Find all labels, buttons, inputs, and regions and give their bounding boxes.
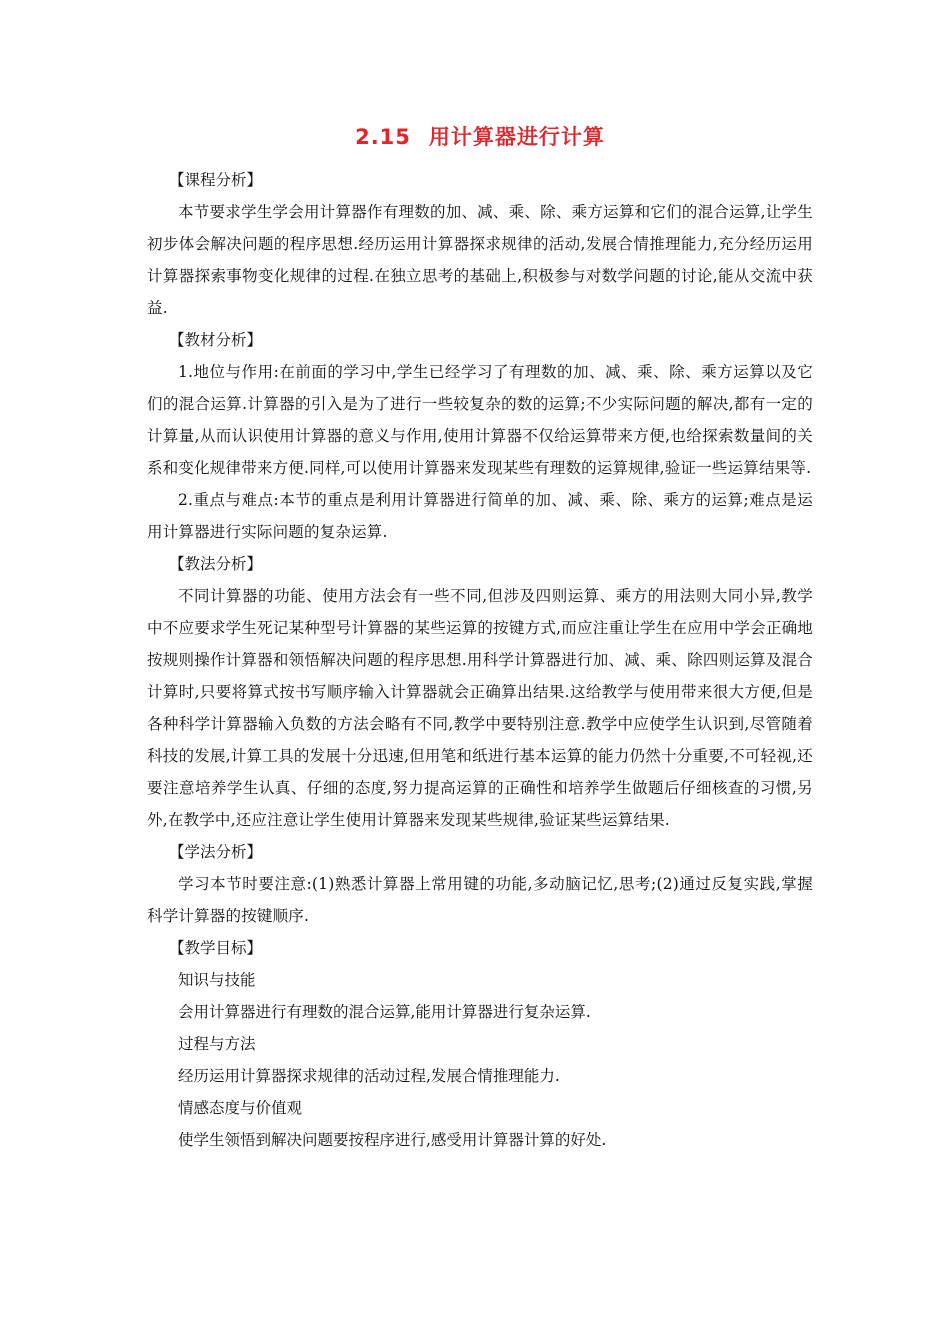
learning-method-body: 学习本节时要注意:(1)熟悉计算器上常用键的功能,多动脑记忆,思考;(2)通过反复实践,掌握科学计算器的按键顺序. [147,875,813,925]
goal-knowledge-text: 会用计算器进行有理数的混合运算,能用计算器进行复杂运算. [178,1003,591,1021]
teaching-goals-heading: 【教学目标】 [169,939,263,957]
section-number: 2.15 [355,125,411,149]
title-text: 用计算器进行计算 [428,125,605,149]
goal-knowledge-label: 知识与技能 [178,971,256,989]
goal-process-label: 过程与方法 [178,1035,256,1053]
goal-process-text: 经历运用计算器探求规律的活动过程,发展合情推理能力. [178,1067,560,1085]
textbook-analysis-item-2: 2.重点与难点:本节的重点是利用计算器进行简单的加、减、乘、除、乘方的运算;难点是运用计算器进行实际问题的复杂运算. [147,491,813,541]
teaching-method-body: 不同计算器的功能、使用方法会有一些不同,但涉及四则运算、乘方的用法则大同小异,教学中不应要求学生死记某种型号计算器的某些运算的按键方式,而应注重让学生在应用中学会正确地按规则操作计算器和领悟解决问题的程序思想.用科学计算器进行加、减、乘、除四则运算及混合计算时,只要将算式按书写顺序输入计算器就会正确算出结果.这给教学与使用带来很大方便,但是各种科学计算器输入负数的方法会略有不同,教学中要特别注意.教学中应使学生认识到,尽管随着科技的发展,计算工具的发展十分迅速,但用笔和纸进行基本运算的能力仍然十分重要,不可轻视,还要注意培养学生认真、仔细的态度,努力提高运算的正确性和培养学生做题后仔细核查的习惯,另外,在教学中,还应注意让学生使用计算器来发现某些规律,验证某些运算结果. [147,587,813,829]
teaching-method-heading: 【教法分析】 [169,555,263,573]
learning-method-heading: 【学法分析】 [169,843,263,861]
document-title [147,120,813,154]
textbook-analysis-heading: 【教材分析】 [169,331,263,349]
goal-attitude-label: 情感态度与价值观 [178,1099,303,1117]
textbook-analysis-item-1: 1.地位与作用:在前面的学习中,学生已经学习了有理数的加、减、乘、除、乘方运算以及它们的混合运算.计算器的引入是为了进行一些较复杂的数的运算;不少实际问题的解决,都有一定的计算量,从而认识使用计算器的意义与作用,使用计算器不仅给运算带来方便,也给探索数量间的关系和变化规律带来方便.同样,可以使用计算器来发现某些有理数的运算规律,验证一些运算结果等. [147,363,813,477]
course-analysis-heading: 【课程分析】 [169,171,263,189]
goal-attitude-text: 使学生领悟到解决问题要按程序进行,感受用计算器计算的好处. [178,1131,607,1149]
course-analysis-body: 本节要求学生学会用计算器作有理数的加、减、乘、除、乘方运算和它们的混合运算,让学生初步体会解决问题的程序思想.经历运用计算器探求规律的活动,发展合情推理能力,充分经历运用计算器探索事物变化规律的过程.在独立思考的基础上,积极参与对数学问题的讨论,能从交流中获益. [147,203,813,317]
document-page [147,120,813,1156]
